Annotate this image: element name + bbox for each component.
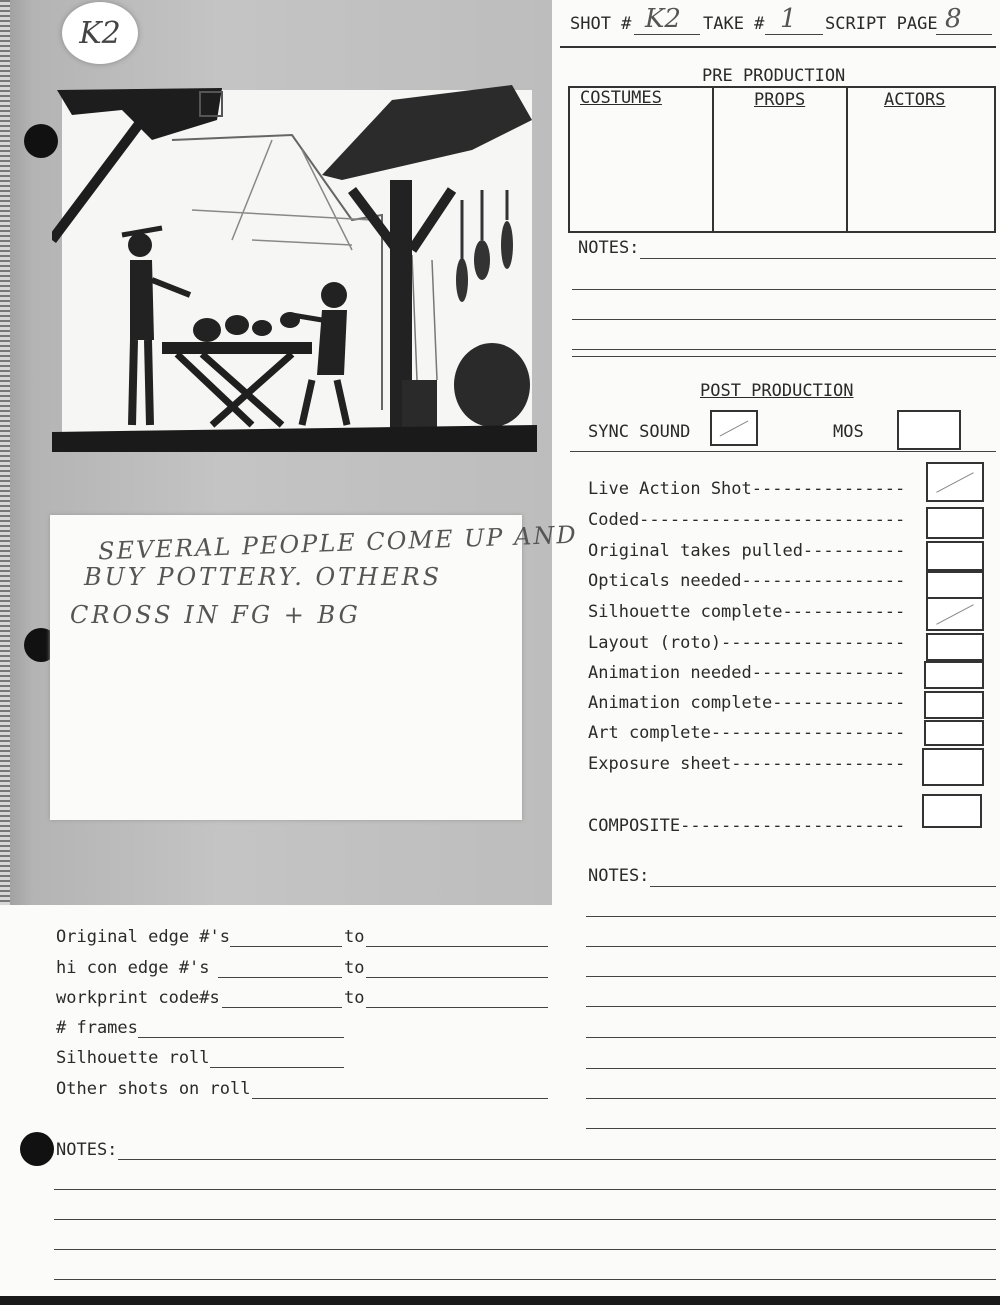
shot-label: SHOT # bbox=[570, 14, 632, 34]
checklist-checkbox[interactable] bbox=[926, 507, 984, 539]
to-label: to bbox=[344, 988, 365, 1008]
frames-field[interactable] bbox=[138, 1037, 344, 1038]
actors-header: ACTORS bbox=[884, 90, 946, 110]
hi-con-edge-label: hi con edge #'s bbox=[56, 958, 210, 978]
notes-line[interactable] bbox=[54, 1219, 996, 1220]
checklist-label: Animation complete------------- bbox=[588, 693, 906, 713]
notes-line[interactable] bbox=[572, 349, 996, 350]
notes-line[interactable] bbox=[586, 1098, 996, 1099]
checklist-checkbox[interactable] bbox=[924, 720, 984, 746]
storyboard-sketch bbox=[52, 80, 537, 455]
checklist-label: Layout (roto)------------------ bbox=[588, 633, 906, 653]
script-page-label: SCRIPT PAGE bbox=[825, 14, 938, 34]
shot-line bbox=[634, 34, 700, 35]
notes-line[interactable] bbox=[118, 1159, 996, 1160]
caption-line-3: CROSS IN FG + BG bbox=[70, 601, 361, 629]
notes-line[interactable] bbox=[650, 886, 996, 887]
to-label: to bbox=[344, 927, 365, 947]
props-header: PROPS bbox=[754, 90, 806, 110]
other-shots-label: Other shots on roll bbox=[56, 1079, 251, 1099]
to-label: to bbox=[344, 958, 365, 978]
silhouette-roll-label: Silhouette roll bbox=[56, 1048, 210, 1068]
mos-label: MOS bbox=[833, 422, 864, 442]
post-notes-label: NOTES: bbox=[588, 866, 650, 886]
workprint-code-from[interactable] bbox=[222, 1007, 342, 1008]
script-page-line bbox=[936, 34, 992, 35]
original-edge-from[interactable] bbox=[230, 946, 342, 947]
shot-badge: K2 bbox=[62, 2, 138, 64]
notes-line[interactable] bbox=[586, 976, 996, 977]
caption-line-2: BUY POTTERY. OTHERS bbox=[84, 563, 443, 591]
notes-line[interactable] bbox=[586, 916, 996, 917]
composite-checkbox[interactable] bbox=[922, 794, 982, 828]
notes-line[interactable] bbox=[54, 1189, 996, 1190]
other-shots-field[interactable] bbox=[252, 1098, 548, 1099]
caption-card bbox=[50, 515, 579, 820]
header-divider bbox=[560, 46, 996, 48]
take-line bbox=[765, 34, 823, 35]
workprint-code-to[interactable] bbox=[366, 1007, 548, 1008]
notes-line[interactable] bbox=[640, 258, 996, 259]
column-divider bbox=[846, 88, 848, 231]
binder-hole bbox=[20, 1132, 54, 1166]
frames-label: # frames bbox=[56, 1018, 138, 1038]
checklist-checkbox[interactable] bbox=[922, 748, 984, 786]
checklist-checkbox[interactable] bbox=[926, 597, 984, 631]
check-mark bbox=[936, 472, 974, 493]
notes-line[interactable] bbox=[54, 1249, 996, 1250]
checklist-checkbox[interactable] bbox=[926, 633, 984, 661]
take-label: TAKE # bbox=[703, 14, 765, 34]
bottom-notes-label: NOTES: bbox=[56, 1140, 118, 1160]
sync-sound-label: SYNC SOUND bbox=[588, 422, 691, 442]
caption-line-1: SEVERAL PEOPLE COME UP AND bbox=[97, 520, 579, 566]
take-value: 1 bbox=[780, 4, 797, 34]
costumes-header: COSTUMES bbox=[580, 88, 662, 108]
hi-con-edge-from[interactable] bbox=[218, 977, 342, 978]
section-divider bbox=[570, 451, 996, 452]
post-production-title: POST PRODUCTION bbox=[700, 381, 854, 401]
pre-notes-label: NOTES: bbox=[578, 238, 640, 258]
check-mark bbox=[720, 421, 749, 437]
silhouette-roll-field[interactable] bbox=[210, 1067, 344, 1068]
pre-production-title: PRE PRODUCTION bbox=[702, 66, 846, 86]
composite-label: COMPOSITE---------------------- bbox=[588, 816, 906, 836]
checklist-checkbox[interactable] bbox=[924, 691, 984, 719]
checklist-label: Art complete------------------- bbox=[588, 723, 906, 743]
checklist-checkbox[interactable] bbox=[926, 462, 984, 502]
shot-value: K2 bbox=[645, 4, 681, 34]
checklist-checkbox[interactable] bbox=[924, 661, 984, 689]
checklist-label: Silhouette complete------------ bbox=[588, 602, 906, 622]
notes-line[interactable] bbox=[586, 1068, 996, 1069]
script-page-value: 8 bbox=[945, 4, 962, 34]
check-mark bbox=[936, 604, 974, 625]
checklist-label: Coded-------------------------- bbox=[588, 510, 906, 530]
notes-line[interactable] bbox=[586, 946, 996, 947]
checklist-label: Opticals needed---------------- bbox=[588, 571, 906, 591]
section-divider bbox=[572, 356, 996, 357]
pre-production-table bbox=[568, 86, 996, 233]
column-divider bbox=[712, 88, 714, 231]
checklist-label: Exposure sheet----------------- bbox=[588, 754, 906, 774]
checklist-label: Live Action Shot--------------- bbox=[588, 479, 906, 499]
mos-checkbox[interactable] bbox=[897, 410, 961, 450]
notes-line[interactable] bbox=[572, 319, 996, 320]
notes-line[interactable] bbox=[54, 1279, 996, 1280]
sync-sound-checkbox[interactable] bbox=[710, 410, 758, 446]
checklist-label: Animation needed--------------- bbox=[588, 663, 906, 683]
checklist-checkbox[interactable] bbox=[926, 571, 984, 599]
notes-line[interactable] bbox=[586, 1006, 996, 1007]
checklist-label: Original takes pulled---------- bbox=[588, 541, 906, 561]
notes-line[interactable] bbox=[586, 1128, 996, 1129]
notes-line[interactable] bbox=[586, 1037, 996, 1038]
perforation-strip bbox=[0, 0, 10, 905]
workprint-code-label: workprint code#s bbox=[56, 988, 220, 1008]
checklist-checkbox[interactable] bbox=[926, 541, 984, 571]
hi-con-edge-to[interactable] bbox=[366, 977, 548, 978]
scan-edge bbox=[0, 1296, 1000, 1305]
sketch-drawing bbox=[52, 80, 537, 455]
original-edge-to[interactable] bbox=[366, 946, 548, 947]
notes-line[interactable] bbox=[572, 289, 996, 290]
original-edge-label: Original edge #'s bbox=[56, 927, 230, 947]
